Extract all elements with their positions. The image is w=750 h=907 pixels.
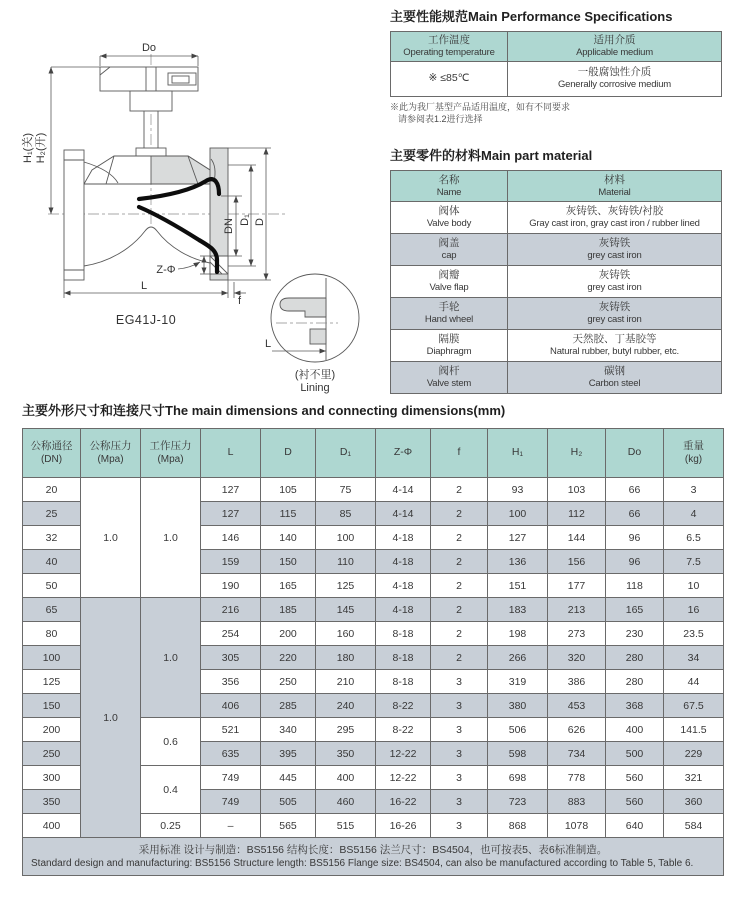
dimension-value: 734 xyxy=(548,742,606,766)
dimension-value: 2 xyxy=(431,550,488,574)
dimension-value: 883 xyxy=(548,790,606,814)
handwheel-clamp-inner xyxy=(172,76,189,83)
dims-column-header xyxy=(376,429,431,478)
working-pressure-value: 0.25 xyxy=(141,814,201,838)
dimension-value: 144 xyxy=(548,526,606,550)
dimension-value: 220 xyxy=(261,646,316,670)
part-material-en: grey cast iron xyxy=(587,250,642,262)
dimension-value: 75 xyxy=(316,478,376,502)
dimension-value: 8-22 xyxy=(376,718,431,742)
dimension-value: 3 xyxy=(431,670,488,694)
materials-title: 主要零件的材料Main part material xyxy=(390,147,593,163)
standards-footer-row xyxy=(23,838,724,876)
dims-column-label-en: (kg) xyxy=(684,453,703,465)
valve-technical-drawing xyxy=(18,10,390,394)
stem-housing xyxy=(130,91,172,111)
dn-value: 20 xyxy=(23,478,81,502)
dimension-value: 280 xyxy=(606,646,664,670)
dimension-value: 8-18 xyxy=(376,646,431,670)
dims-data-row xyxy=(23,598,724,622)
dimension-value: 34 xyxy=(664,646,724,670)
dims-column-label-cn: 重量 xyxy=(683,440,704,453)
dn-value: 50 xyxy=(23,574,81,598)
dimension-value: 110 xyxy=(316,550,376,574)
part-name-cn: 阀瓣 xyxy=(438,269,460,282)
dimension-value: 305 xyxy=(201,646,261,670)
part-name-cn: 阀杆 xyxy=(438,365,460,378)
dimension-value: 136 xyxy=(488,550,548,574)
dim-label-h1: H₁(关) xyxy=(22,133,34,163)
dimension-value: 4-18 xyxy=(376,574,431,598)
dimension-value: 640 xyxy=(606,814,664,838)
dimension-value: 3 xyxy=(431,718,488,742)
dimension-value: 16-26 xyxy=(376,814,431,838)
dimension-value: 112 xyxy=(548,502,606,526)
dim-label-d: D xyxy=(254,218,266,226)
materials-row xyxy=(391,297,722,329)
dn-value: 125 xyxy=(23,670,81,694)
dimension-value: 505 xyxy=(261,790,316,814)
dimension-value: 127 xyxy=(201,502,261,526)
part-name-cell xyxy=(391,233,508,265)
part-material-en: grey cast iron xyxy=(587,314,642,326)
dimension-value: 115 xyxy=(261,502,316,526)
working-pressure-value: 1.0 xyxy=(141,478,201,598)
materials-row xyxy=(391,233,722,265)
dimension-value: 386 xyxy=(548,670,606,694)
part-material-cell xyxy=(508,297,722,329)
dimension-value: 7.5 xyxy=(664,550,724,574)
dimension-value: 159 xyxy=(201,550,261,574)
dimension-value: 3 xyxy=(431,766,488,790)
col-header-part-name xyxy=(391,170,508,201)
dn-value: 150 xyxy=(23,694,81,718)
dimension-value: 521 xyxy=(201,718,261,742)
part-material-cell xyxy=(508,265,722,297)
dimension-value: 23.5 xyxy=(664,622,724,646)
dimension-value: 2 xyxy=(431,646,488,670)
dimension-value: 229 xyxy=(664,742,724,766)
dimension-value: 165 xyxy=(261,574,316,598)
dimension-value: 295 xyxy=(316,718,376,742)
part-material-cell xyxy=(508,233,722,265)
dimension-value: 146 xyxy=(201,526,261,550)
dimension-value: 16-22 xyxy=(376,790,431,814)
dimension-value: 66 xyxy=(606,478,664,502)
materials-row xyxy=(391,361,722,393)
part-material-cell xyxy=(508,201,722,233)
dimension-value: 4-18 xyxy=(376,526,431,550)
dimension-value: 127 xyxy=(201,478,261,502)
part-name-en: Valve body xyxy=(426,218,472,230)
dimension-value: 8-18 xyxy=(376,670,431,694)
dimension-value: 213 xyxy=(548,598,606,622)
dims-column-label-cn: H₁ xyxy=(511,446,524,459)
part-name-cell xyxy=(391,297,508,329)
dn-value: 80 xyxy=(23,622,81,646)
dimension-value: 560 xyxy=(606,790,664,814)
part-name-en: Hand wheel xyxy=(424,314,474,326)
dims-column-header xyxy=(141,429,201,478)
dimension-value: 4 xyxy=(664,502,724,526)
part-material-cn: 碳钢 xyxy=(604,365,625,378)
col-header-operating-temperature xyxy=(391,32,508,62)
dimension-value: 1078 xyxy=(548,814,606,838)
dims-column-header xyxy=(201,429,261,478)
dims-column-label-cn: Do xyxy=(627,446,642,459)
z-phi-leader xyxy=(178,262,200,269)
dims-column-label-cn: H₂ xyxy=(570,446,583,459)
working-pressure-value: 1.0 xyxy=(141,598,201,718)
dimension-value: 400 xyxy=(316,766,376,790)
dimension-value: 500 xyxy=(606,742,664,766)
part-name-cell xyxy=(391,361,508,393)
part-material-cn: 灰铸铁 xyxy=(598,269,631,282)
working-pressure-value: 0.4 xyxy=(141,766,201,814)
dimension-value: 190 xyxy=(201,574,261,598)
header-label-en: Operating temperature xyxy=(403,47,495,59)
dimension-value: 2 xyxy=(431,598,488,622)
dimension-value: 400 xyxy=(606,718,664,742)
dims-column-label-cn: L xyxy=(227,446,234,459)
medium-text-cn: 一般腐蚀性介质 xyxy=(577,66,652,79)
part-material-cell xyxy=(508,329,722,361)
applicable-medium-value xyxy=(508,61,722,96)
dim-label-do: Do xyxy=(141,42,157,54)
dims-column-header xyxy=(664,429,724,478)
dimension-value: 12-22 xyxy=(376,742,431,766)
part-name-cell xyxy=(391,329,508,361)
dimension-value: 266 xyxy=(488,646,548,670)
dimension-value: 506 xyxy=(488,718,548,742)
dimension-value: 868 xyxy=(488,814,548,838)
dimension-value: 185 xyxy=(261,598,316,622)
operating-temperature-value xyxy=(391,61,508,96)
dims-column-label-cn: f xyxy=(457,446,461,459)
dimension-value: 160 xyxy=(316,622,376,646)
dim-label-h2: H₂(开) xyxy=(35,132,47,164)
dims-tbody xyxy=(23,478,724,838)
dimension-value: 96 xyxy=(606,550,664,574)
model-label: EG41J-10 xyxy=(115,313,177,327)
part-name-en: cap xyxy=(441,250,457,262)
dimension-value: 177 xyxy=(548,574,606,598)
dimension-value: 380 xyxy=(488,694,548,718)
temperature-text: ※ ≤85℃ xyxy=(428,71,470,84)
dimension-value: 445 xyxy=(261,766,316,790)
nominal-pressure-value: 1.0 xyxy=(81,598,141,838)
performance-table xyxy=(390,31,722,97)
dim-label-l: L xyxy=(140,280,148,292)
dimension-value: 150 xyxy=(261,550,316,574)
dimension-value: 105 xyxy=(261,478,316,502)
dimension-value: 96 xyxy=(606,526,664,550)
dimension-value: 2 xyxy=(431,502,488,526)
dimension-value: 319 xyxy=(488,670,548,694)
footnote-line-1: ※此为我厂基型产品适用温度，如有不同要求 xyxy=(390,101,571,112)
part-name-cn: 阀体 xyxy=(438,205,460,218)
dimension-value: 273 xyxy=(548,622,606,646)
dimension-value: 4-14 xyxy=(376,502,431,526)
col-header-material xyxy=(508,170,722,201)
part-material-en: Natural rubber, butyl rubber, etc. xyxy=(550,346,679,358)
part-material-cn: 灰铸铁 xyxy=(598,301,631,314)
dimension-value: 44 xyxy=(664,670,724,694)
dimension-value: 320 xyxy=(548,646,606,670)
dims-column-label-en: (Mpa) xyxy=(97,453,124,465)
dims-column-label-en: (DN) xyxy=(40,453,63,465)
part-name-en: Valve flap xyxy=(429,282,469,294)
lining-section-upper xyxy=(280,298,326,317)
materials-row xyxy=(391,265,722,297)
dimension-value: 4-18 xyxy=(376,550,431,574)
dimension-value: 368 xyxy=(606,694,664,718)
dimension-value: 598 xyxy=(488,742,548,766)
dimension-value: 321 xyxy=(664,766,724,790)
dimension-value: 453 xyxy=(548,694,606,718)
dimension-value: 85 xyxy=(316,502,376,526)
part-material-cn: 天然胶、丁基胶等 xyxy=(572,333,657,346)
part-material-cn: 灰铸铁、灰铸铁/衬胶 xyxy=(565,205,664,218)
dimension-value: 3 xyxy=(431,814,488,838)
dimension-value: 100 xyxy=(316,526,376,550)
dimension-value: 565 xyxy=(261,814,316,838)
dimension-value: 200 xyxy=(261,622,316,646)
dimension-value: 778 xyxy=(548,766,606,790)
part-name-en: Diaphragm xyxy=(426,346,472,358)
dimension-value: 140 xyxy=(261,526,316,550)
dim-label-f: f xyxy=(238,295,242,307)
part-name-cn: 隔膜 xyxy=(438,333,460,346)
dn-value: 32 xyxy=(23,526,81,550)
dimension-value: 698 xyxy=(488,766,548,790)
lining-caption-en: Lining xyxy=(300,382,330,394)
dn-value: 400 xyxy=(23,814,81,838)
dimensions-title: 主要外形尺寸和连接尺寸The main dimensions and connecting dimensions(mm) xyxy=(22,403,506,418)
dims-data-row xyxy=(23,478,724,502)
dimension-value: 515 xyxy=(316,814,376,838)
dimension-value: 560 xyxy=(606,766,664,790)
dimension-value: 67.5 xyxy=(664,694,724,718)
dimension-value: 3 xyxy=(664,478,724,502)
dimension-value: 340 xyxy=(261,718,316,742)
dimension-value: 460 xyxy=(316,790,376,814)
part-material-en: Gray cast iron, gray cast iron / rubber lined xyxy=(529,218,700,230)
dimension-value: 2 xyxy=(431,574,488,598)
lining-caption-cn: (衬不里) xyxy=(294,369,336,381)
dim-label-d1: D₁ xyxy=(239,214,251,226)
dimension-value: 584 xyxy=(664,814,724,838)
dimension-value: 127 xyxy=(488,526,548,550)
part-material-en: Carbon steel xyxy=(588,378,641,390)
dim-label-z-phi: Z-Φ xyxy=(156,264,176,276)
col-header-applicable-medium xyxy=(508,32,722,62)
dimensions-section xyxy=(22,400,726,876)
header-label-cn: 名称 xyxy=(438,173,460,186)
dimension-value: 3 xyxy=(431,694,488,718)
dimension-value: 16 xyxy=(664,598,724,622)
dimension-value: 151 xyxy=(488,574,548,598)
dims-column-header xyxy=(316,429,376,478)
footnote-line-2: 请参阅表1.2进行选择 xyxy=(398,113,483,124)
dimension-value: 10 xyxy=(664,574,724,598)
header-label-cn: 工作温度 xyxy=(428,34,470,46)
materials-row xyxy=(391,201,722,233)
header-label-en: Name xyxy=(436,186,462,198)
dimension-value: 723 xyxy=(488,790,548,814)
working-pressure-value: 0.6 xyxy=(141,718,201,766)
dn-value: 350 xyxy=(23,790,81,814)
dimension-value: 125 xyxy=(316,574,376,598)
dimension-value: 350 xyxy=(316,742,376,766)
dims-column-header xyxy=(81,429,141,478)
dimension-value: 216 xyxy=(201,598,261,622)
dimension-value: 198 xyxy=(488,622,548,646)
dimension-value: 240 xyxy=(316,694,376,718)
materials-header-row xyxy=(391,170,722,201)
dn-value: 250 xyxy=(23,742,81,766)
dimension-value: 406 xyxy=(201,694,261,718)
dimension-value: 360 xyxy=(664,790,724,814)
materials-table xyxy=(390,170,722,394)
dims-column-header xyxy=(431,429,488,478)
dimension-value: 165 xyxy=(606,598,664,622)
dimension-value: 12-22 xyxy=(376,766,431,790)
part-name-en: Valve stem xyxy=(426,378,472,390)
dimension-value: 100 xyxy=(488,502,548,526)
dim-label-detail-l: L xyxy=(264,338,272,350)
dims-column-label-cn: 工作压力 xyxy=(149,440,192,453)
part-material-en: grey cast iron xyxy=(587,282,642,294)
performance-data-row xyxy=(391,61,722,96)
dn-value: 25 xyxy=(23,502,81,526)
gland-flange xyxy=(136,148,166,156)
dn-value: 100 xyxy=(23,646,81,670)
dims-column-label-cn: 公称压力 xyxy=(89,440,132,453)
dimension-value: 395 xyxy=(261,742,316,766)
dimension-value: – xyxy=(201,814,261,838)
dimension-value: 4-18 xyxy=(376,598,431,622)
dimension-value: 635 xyxy=(201,742,261,766)
performance-header-row xyxy=(391,32,722,62)
dimension-value: 8-22 xyxy=(376,694,431,718)
standards-note-en: Standard design and manufacturing: BS5156 Structure length: BS5156 Flange size: BS4504, can also be manufactured according to Table 5, Table 6. xyxy=(31,858,694,870)
header-label-cn: 材料 xyxy=(604,173,625,186)
dimension-value: 141.5 xyxy=(664,718,724,742)
dimension-value: 93 xyxy=(488,478,548,502)
materials-tbody xyxy=(391,201,722,393)
standards-note-cell xyxy=(23,838,724,876)
dimension-value: 8-18 xyxy=(376,622,431,646)
medium-text-en: Generally corrosive medium xyxy=(557,79,672,91)
lining-section-lower xyxy=(310,329,326,344)
dimension-value: 250 xyxy=(261,670,316,694)
performance-title: 主要性能规范Main Performance Specifications xyxy=(390,9,673,24)
dimension-value: 230 xyxy=(606,622,664,646)
inlet-flange xyxy=(64,150,84,280)
header-label-cn: 适用介质 xyxy=(593,34,636,46)
dimension-value: 4-14 xyxy=(376,478,431,502)
part-material-cn: 灰铸铁 xyxy=(598,237,631,250)
dimension-value: 749 xyxy=(201,790,261,814)
dn-value: 40 xyxy=(23,550,81,574)
right-column xyxy=(390,6,726,394)
dimension-value: 183 xyxy=(488,598,548,622)
valve-drawing-area xyxy=(18,10,390,394)
dims-header-row xyxy=(23,429,724,478)
dimension-value: 3 xyxy=(431,790,488,814)
dims-column-label-cn: 公称通径 xyxy=(30,440,73,453)
dimension-value: 254 xyxy=(201,622,261,646)
dn-value: 200 xyxy=(23,718,81,742)
dimension-value: 103 xyxy=(548,478,606,502)
dimension-value: 6.5 xyxy=(664,526,724,550)
standards-note-cn: 采用标准 设计与制造：BS5156 结构长度：BS5156 法兰尺寸：BS4504，也可按表5、表6标准制造。 xyxy=(138,844,608,856)
nominal-pressure-value: 1.0 xyxy=(81,478,141,598)
dimension-value: 2 xyxy=(431,526,488,550)
dimensions-table xyxy=(22,428,724,876)
dimension-value: 210 xyxy=(316,670,376,694)
temperature-footnote xyxy=(390,101,726,125)
dims-column-label-cn: D xyxy=(284,446,292,459)
dims-column-header xyxy=(261,429,316,478)
dims-column-header xyxy=(548,429,606,478)
dimension-value: 2 xyxy=(431,622,488,646)
part-name-cn: 手轮 xyxy=(438,301,460,314)
part-name-cn: 阀盖 xyxy=(438,237,460,250)
dimension-value: 145 xyxy=(316,598,376,622)
header-label-en: Applicable medium xyxy=(576,47,653,59)
dimension-value: 156 xyxy=(548,550,606,574)
dn-value: 300 xyxy=(23,766,81,790)
part-material-cell xyxy=(508,361,722,393)
dimension-value: 118 xyxy=(606,574,664,598)
dimension-value: 749 xyxy=(201,766,261,790)
dimension-value: 626 xyxy=(548,718,606,742)
header-label-en: Material xyxy=(598,186,631,198)
dimension-value: 180 xyxy=(316,646,376,670)
dimension-value: 285 xyxy=(261,694,316,718)
dimension-value: 66 xyxy=(606,502,664,526)
dims-column-label-en: (Mpa) xyxy=(157,453,184,465)
dims-column-label-cn: Z-Φ xyxy=(393,446,413,459)
dims-column-header xyxy=(488,429,548,478)
materials-row xyxy=(391,329,722,361)
dims-column-header xyxy=(23,429,81,478)
dimension-value: 2 xyxy=(431,478,488,502)
dimension-value: 356 xyxy=(201,670,261,694)
dn-value: 65 xyxy=(23,598,81,622)
part-name-cell xyxy=(391,201,508,233)
dims-column-header xyxy=(606,429,664,478)
dim-label-dn: DN xyxy=(223,218,235,234)
dimension-value: 3 xyxy=(431,742,488,766)
dims-column-label-cn: D₁ xyxy=(339,446,352,459)
part-name-cell xyxy=(391,265,508,297)
dimension-value: 280 xyxy=(606,670,664,694)
lining-detail-circle xyxy=(271,274,359,362)
